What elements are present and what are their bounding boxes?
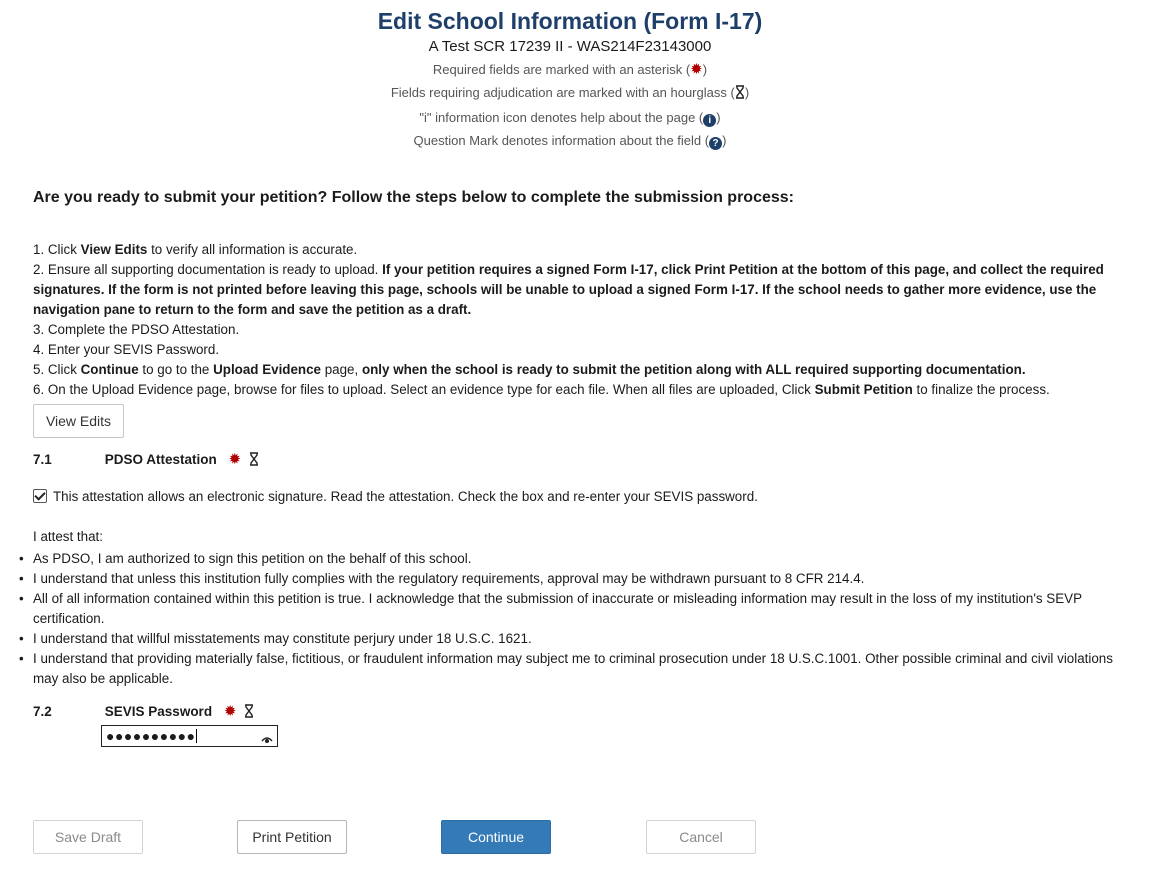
section-label: SEVIS Password bbox=[104, 704, 213, 719]
eye-icon[interactable] bbox=[261, 730, 273, 750]
question-icon[interactable]: ? bbox=[709, 137, 722, 150]
save-draft-button[interactable]: Save Draft bbox=[33, 820, 143, 854]
list-item: • I understand that unless this institution fully complies with the regulatory requirements, approval may be withdrawn pursuant to 8 CFR 214.4. bbox=[19, 571, 865, 586]
step-6: 6. On the Upload Evidence page, browse for files to upload. Select an evidence type for each file. When all files are uploaded, Click Submit Petition to finalize the process. bbox=[33, 382, 1050, 397]
asterisk-icon: ✹ bbox=[690, 61, 703, 78]
legend-question: Question Mark denotes information about the field ( ? ) bbox=[413, 133, 727, 149]
sevis-password-input[interactable] bbox=[101, 725, 278, 747]
hourglass-icon bbox=[249, 452, 259, 469]
step-3: 3. Complete the PDSO Attestation. bbox=[33, 322, 240, 337]
section-7-1-header bbox=[33, 450, 259, 469]
attestation-intro: I attest that: bbox=[33, 529, 103, 544]
page-header bbox=[0, 6, 1140, 152]
step-4: 4. Enter your SEVIS Password. bbox=[33, 342, 220, 357]
print-petition-button[interactable]: Print Petition bbox=[237, 820, 347, 854]
info-icon[interactable]: i bbox=[703, 114, 716, 127]
attestation-checkbox-label: This attestation allows an electronic signature. Read the attestation. Check the box and re-enter your SEVIS password. bbox=[53, 489, 758, 504]
school-name: A Test SCR 17239 II - WAS214F23143000 bbox=[428, 38, 712, 55]
list-item: • I understand that providing materially false, fictitious, or fraudulent information may subject me to criminal prosecution under 18 U.S.C.1001. Other possible criminal and civil violations may also be applicable. bbox=[19, 651, 1113, 686]
text-caret bbox=[196, 729, 197, 743]
password-mask: ●●●●●●●●●● bbox=[106, 728, 196, 744]
page-title: Edit School Information (Form I-17) bbox=[377, 8, 763, 34]
section-label: PDSO Attestation bbox=[104, 452, 217, 467]
cancel-button[interactable]: Cancel bbox=[646, 820, 756, 854]
step-1: 1. Click View Edits to verify all information is accurate. bbox=[33, 242, 358, 257]
list-item: • As PDSO, I am authorized to sign this petition on the behalf of this school. bbox=[19, 551, 472, 566]
list-item: • All of all information contained within this petition is true. I acknowledge that the submission of inaccurate or misleading information may result in the loss of my institution's SEVP certification. bbox=[19, 591, 1082, 626]
list-item: • I understand that willful misstatements may constitute perjury under 18 U.S.C. 1621. bbox=[19, 631, 532, 646]
submission-question: Are you ready to submit your petition? Follow the steps below to complete the submission process: bbox=[33, 189, 794, 206]
attestation-list bbox=[0, 549, 1120, 689]
step-2: 2. Ensure all supporting documentation is ready to upload. If your petition requires a signed Form I-17, click Print Petition at the bottom of this page, and collect the required signatures. If the form is not printed before leaving this page, schools will be unable to upload a signed Form I-17. If the school needs to gather more evidence, use the navigation pane to return to the form and save the petition as a draft. bbox=[33, 262, 1104, 317]
hourglass-icon bbox=[244, 704, 254, 721]
attestation-checkbox-row[interactable] bbox=[33, 489, 758, 504]
hourglass-icon bbox=[735, 83, 745, 106]
steps-list bbox=[33, 240, 1133, 400]
section-number: 7.2 bbox=[33, 704, 52, 719]
main-content bbox=[19, 186, 1133, 845]
legend-required: Required fields are marked with an asterisk (✹) bbox=[432, 61, 708, 78]
view-edits-button[interactable]: View Edits bbox=[33, 404, 124, 438]
attestation-checkbox[interactable] bbox=[33, 489, 47, 503]
section-7-2-header bbox=[33, 702, 254, 721]
continue-button[interactable]: Continue bbox=[441, 820, 551, 854]
step-5: 5. Click Continue to go to the Upload Evidence page, only when the school is ready to submit the petition along with ALL required supporting documentation. bbox=[33, 362, 1026, 377]
asterisk-icon: ✹ bbox=[228, 451, 242, 468]
legend-info: "i" information icon denotes help about the page ( i ) bbox=[419, 110, 721, 126]
section-number: 7.1 bbox=[33, 452, 52, 467]
asterisk-icon: ✹ bbox=[223, 703, 237, 720]
legend-adjudication: Fields requiring adjudication are marked with an hourglass ( ) bbox=[0, 81, 1140, 106]
